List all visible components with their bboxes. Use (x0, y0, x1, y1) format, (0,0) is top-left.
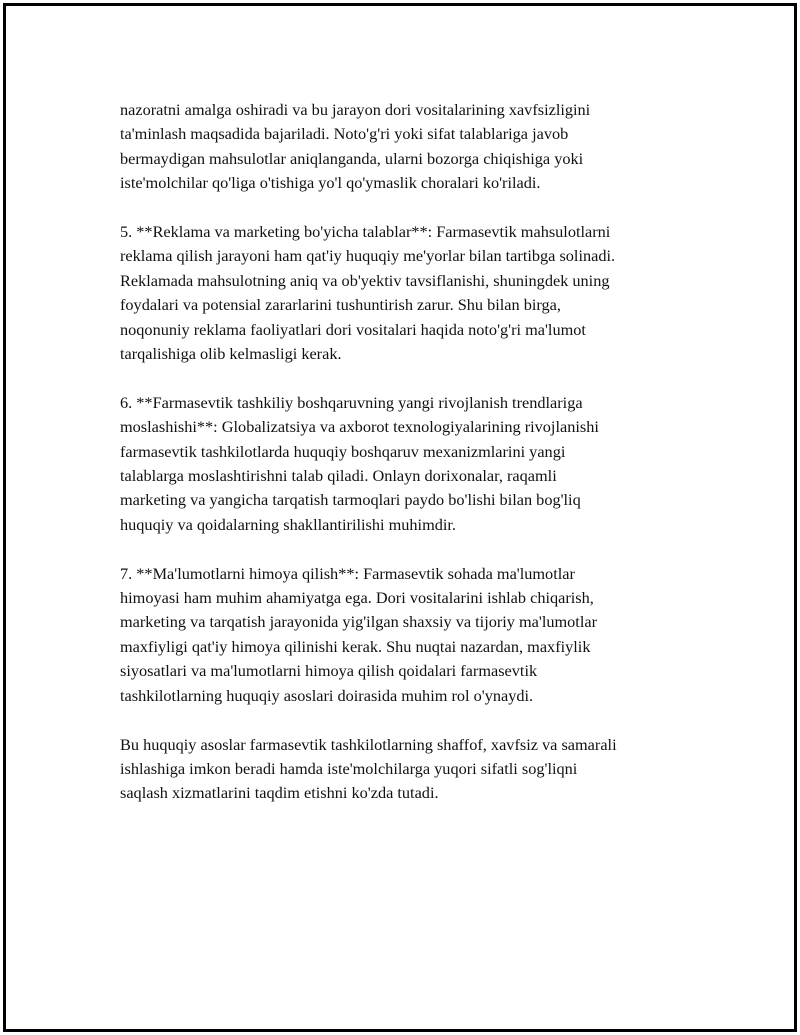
document-page (3, 3, 797, 1032)
paragraph-continuation: nazoratni amalga oshiradi va bu jarayon dori vositalarining xavfsizligini ta'minlash maqsadida bajariladi. Noto'g'ri yoki sifat talablariga javob bermaydigan mahsulotlar aniqlanganda, ularni bozorga chiqishiga yoki iste'molchilar qo'liga o'tishiga yo'l qo'ymaslik choralari ko'riladi. (120, 100, 591, 193)
paragraph-item-6-trends: 6. **Farmasevtik tashkiliy boshqaruvning yangi rivojlanish trendlariga moslashishi**: Globalizatsiya va axborot texnologiyalarining rivojlanishi farmasevtik tashkilotlarda huquqiy boshqaruv mexanizmlarini yangi talablarga moslashtirishni talab qiladi. Onlayn dorixonalar, raqamli marketing va yangicha tarqatish tarmoqlari paydo bo'lishi bilan bog'liq huquqiy va qoidalarning shakllantirilishi muhimdir. (120, 392, 599, 534)
paragraph-item-5-advertising: 5. **Reklama va marketing bo'yicha talablar**: Farmasevtik mahsulotlarni reklama qilish jarayoni ham qat'iy huquqiy me'yorlar bilan tartibga solinadi. Reklamada mahsulotning aniq va ob'yektiv tavsiflanishi, shuningdek uning foydalari va potensial zararlarini tushuntirish zarur. Shu bilan birga, noqonuniy reklama faoliyatlari dori vositalari haqida noto'g'ri ma'lumot tarqalishiga olib kelmasligi kerak. (120, 222, 616, 364)
paragraph-item-7-data-protection: 7. **Ma'lumotlarni himoya qilish**: Farmasevtik sohada ma'lumotlar himoyasi ham muhim ahamiyatga ega. Dori vositalarini ishlab chiqarish, marketing va tarqatish jarayonida yig'ilgan shaxsiy va tijoriy ma'lumotlar maxfiyligi qat'iy himoya qilinishi kerak. Shu nuqtai nazardan, maxfiylik siyosatlari va ma'lumotlarni himoya qilish qoidalari farmasevtik tashkilotlarning huquqiy asoslari doirasida muhim rol o'ynaydi. (120, 563, 597, 705)
paragraph-conclusion: Bu huquqiy asoslar farmasevtik tashkilotlarning shaffof, xavfsiz va samarali ishlashiga imkon beradi hamda iste'molchilarga yuqori sifatli sog'liqni saqlash xizmatlarini taqdim etishni ko'zda tutadi. (120, 734, 617, 803)
document-body (120, 98, 700, 830)
